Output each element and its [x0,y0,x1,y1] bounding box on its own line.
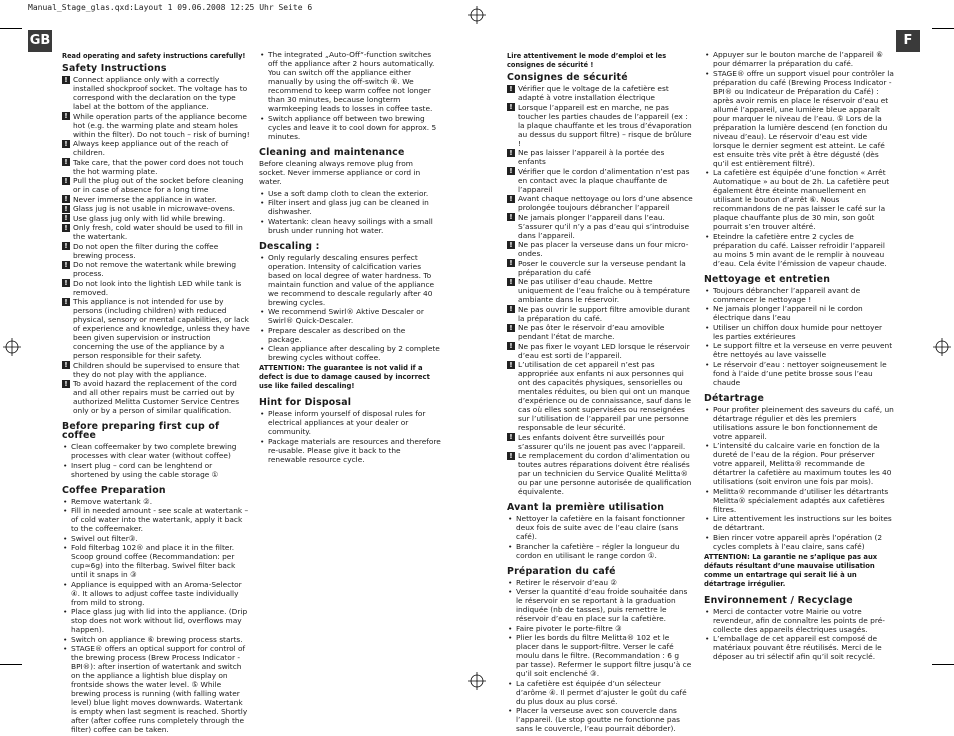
gb-clean-heading: Cleaning and maintenance [259,146,405,158]
fr-column-2 [704,50,894,663]
file-slug: Manual_Stage_glas.qxd:Layout 1 09.06.2008 12:25 Uhr Seite 6 [28,3,313,12]
safety-item-text: Do not look into the lightish LED while tank is removed. [73,278,242,297]
safety-item-text: Ne pas fixer le voyant LED lorsque le réservoir d’eau est sorti de l’appareil. [518,341,690,360]
list-item: • We recommend Swirl® Aktive Descaler or Swirl® Quick-Descaler. [259,307,441,325]
list-item: • Filter insert and glass jug can be cleaned in dishwasher. [259,198,441,216]
safety-item-text: Only fresh, cold water should be used to fill in the watertank. [73,223,243,241]
list-item: • Le support filtre et la verseuse en verre peuvent être nettoyés au lave vaisselle [704,341,894,359]
safety-item-text: Ne pas placer la verseuse dans un four micro-ondes. [518,240,689,258]
gb-disposal-heading: Hint for Disposal [259,397,352,408]
safety-item-text: This appliance is not intended for use by persons (including children) with reduced physical, sensory or mental capabilities, or lack of experience and knowledge, unless they have been given supervision or instruction concerning the use of the appliance by a person responsible for their safety. [73,297,250,360]
list-item: • Bien rincer votre appareil après l’opération (2 cycles complets à l’eau claire, sans café) [704,533,894,551]
list-item: • Lire attentivement les instructions sur les boites de détartrant. [704,514,894,532]
list-item: • STAGE® offers an optical support for control of the brewing process (Brew Process Indicator - BPI®): after insertion of watertank and switch on the appliance a lightish blue display on frontside shows the water level. ⑤ While brewing process is running (with falling water level) blue light moves downwards. Watertank is empty when last segment is reached. Shortly after (after coffee runs completely through the filter) coffee can be taken. [62,644,250,734]
safety-item-text: Vérifier que le voltage de la cafetière est adapté à votre installation électrique [518,84,669,102]
fr-intro: Lire attentivement le mode d’emploi et les consignes de sécurité ! [507,52,667,69]
registration-mark-icon [933,338,951,356]
safety-item [62,223,250,241]
warning-icon: ! [507,342,515,350]
warning-icon: ! [62,195,70,203]
safety-item [507,84,693,102]
warning-icon: ! [62,205,70,213]
safety-item [507,167,693,194]
registration-mark-icon [468,6,486,24]
safety-item-text: Poser le couvercle sur la verseuse pendant la préparation du café [518,258,686,277]
fr-before-list [507,514,693,560]
safety-item [507,277,693,304]
safety-item [62,176,250,194]
fr-clean-heading: Nettoyage et entretien [704,273,831,285]
list-item: • The integrated „Auto-Off“-function switches off the appliance after 2 hours automatically. You can switch off the appliance either manually by using the off-switch ⑥. We recommend to keep warm coffee not longer than 30 minutes, because longterm warmkeeping leads to losses in coffee taste. [259,50,441,113]
gb-clean-list [259,189,441,235]
safety-item [62,361,250,379]
gb-safety-list [62,75,250,415]
gb-safety-heading: Safety Instructions [62,63,167,74]
safety-item [62,112,250,139]
list-item: • Prepare descaler as described on the package. [259,326,441,344]
warning-icon: ! [62,177,70,185]
safety-item [507,323,693,341]
safety-item-text: To avoid hazard the replacement of the cord and all other repairs must be carried out by authorized Melitta Customer Service Centres only or by a person of similar qualification. [73,379,240,415]
list-item: • Clean appliance after descaling by 2 complete brewing cycles without coffee. [259,344,441,362]
warning-icon: ! [507,85,515,93]
safety-item-text: Pull the plug out of the socket before cleaning or in case of absence for a long time [73,176,244,194]
safety-item [507,305,693,323]
list-item: • Toujours débrancher l’appareil avant de commencer le nettoyage ! [704,286,894,304]
list-item: • Swivel out filter③. [62,534,250,543]
safety-item-text: Ne jamais plonger l’appareil dans l’eau. S’assurer qu’il n’y a pas d’eau qui s’introduise dans l’appareil. [518,212,689,240]
list-item: • Le réservoir d’eau : nettoyer soigneusement le fond à l’aide d’une petite brosse sous l’eau chaude [704,360,894,387]
safety-item-text: Connect appliance only with a correctly installed shockproof socket. The voltage has to correspond with the declaration on the type label at the bottom of the appliance. [73,75,248,111]
warning-icon: ! [507,278,515,286]
warning-icon: ! [507,361,515,369]
list-item: • Watertank: clean heavy soilings with a small brush under running hot water. [259,217,441,235]
safety-item [62,75,250,111]
list-item: • Switch appliance off between two brewing cycles and leave it to cool down for approx. 5 minutes. [259,114,441,141]
safety-item [507,213,693,240]
warning-icon: ! [507,195,515,203]
list-item: • L’intensité du calcaire varie en fonction de la dureté de l’eau de la région. Pour préserver votre appareil, Melitta® recommande de détartrer la cafetière au maximum toutes les 40 utilisations (soit environ une fois par mois). [704,441,894,486]
safety-item [62,297,250,360]
warning-icon: ! [507,167,515,175]
safety-item-text: Avant chaque nettoyage ou lors d’une absence prolongée toujours débrancher l’appareil [518,194,693,212]
warning-icon: ! [62,261,70,269]
language-tab-gb: GB [28,30,52,52]
list-item: • Fold filterbag 102® and place it in the filter. Scoop ground coffee (Recommandation: per cup≈6g) into the filterbag. Swivel filter back until it snaps in ③ [62,543,250,579]
list-item: • Pour profiter pleinement des saveurs du café, un détartrage régulier et dès les premiers utilisations assure le bon fonctionnement de votre appareil. [704,405,894,441]
safety-item [62,204,250,213]
safety-item-text: Use glass jug only with lid while brewing. [73,213,226,223]
fr-before-heading: Avant la première utilisation [507,502,665,513]
warning-icon: ! [507,433,515,441]
safety-item-text: Lorsque l’appareil est en marche, ne pas toucher les parties chaudes de l’appareil (ex : la plaque chauffante et les trous d’évaporation au dessus du support filtre) – risque de brûlure ! [518,102,692,148]
fr-attention: ATTENTION: La garantie ne s’aplique pas aux défauts résultant d’une mauvaise utilisation comme un entartrage qui serait lié à un détartrage irrégulier. [704,552,878,588]
warning-icon: ! [62,140,70,148]
safety-item [62,260,250,278]
safety-item-text: Ne pas ouvrir le support filtre amovible durant la préparation du café. [518,304,690,323]
gb-before-list [62,442,250,479]
fr-safety-list [507,84,693,496]
safety-item [507,451,693,496]
crop-mark [932,28,954,29]
safety-item [62,279,250,297]
list-item: • Brancher la cafetière – régler la longueur du cordon en utilisant le range cordon ①. [507,542,693,560]
list-item: • Melitta® recommande d’utiliser les détartrants Melitta® spécialement adaptés aux cafetières filtres. [704,487,894,514]
safety-item [62,214,250,223]
safety-item-text: Ne pas utiliser d’eau chaude. Mettre uniquement de l’eau fraîche ou à température ambiante dans le réservoir. [518,277,690,304]
fr-column-1 [507,50,693,735]
warning-icon: ! [62,279,70,287]
warning-icon: ! [507,259,515,267]
warning-icon: ! [507,103,515,111]
fr-safety-heading: Consignes de sécurité [507,72,628,83]
safety-item-text: While operation parts of the appliance become hot (e.g. the warming plate and steam holes within the filter). Do not touch – risk of burning! [73,111,250,139]
safety-item [507,259,693,277]
gb-descaling-heading: Descaling : [259,240,320,252]
fr-clean-list [704,286,894,387]
safety-item [507,433,693,451]
list-item: • Clean coffeemaker by two complete brewing processes with clear water (without coffee) [62,442,250,460]
registration-mark-icon [468,672,486,690]
list-item: • Insert plug – cord can be lenghtend or shortened by using the cable storage ① [62,461,250,479]
safety-item [507,240,693,258]
safety-item [62,195,250,204]
list-item: • Place glass jug with lid into the appliance. (Drip stop does not work without lid, overflows may happen). [62,607,250,634]
list-item: • Eteindre la cafetière entre 2 cycles de préparation du café. Laisser refroidir l’appareil au moins 5 min avant de le remplir à nouveau d’eau. Cela évite l’émission de vapeur chaude. [704,232,894,268]
list-item: • La cafetière est équipée d’un sélecteur d’arôme ④. Il permet d’ajuster le goût du café du plus doux au plus corsé. [507,679,693,706]
safety-item-text: Le remplacement du cordon d’alimentation ou toutes autres réparations doivent être réalisés par un technicien du Service Qualité Melitta® ou par une personne autorisée de qualification équivalente. [518,451,692,496]
crop-mark [0,28,22,29]
warning-icon: ! [507,452,515,460]
list-item: • Retirer le réservoir d’eau ② [507,578,693,587]
safety-item [507,360,693,432]
list-item: • Faire pivoter le porte-filtre ③ [507,624,693,633]
gb-prep-heading: Coffee Preparation [62,484,166,496]
safety-item [507,103,693,148]
gb-descaling-list [259,253,441,363]
list-item: • Ne jamais plonger l’appareil ni le cordon électrique dans l’eau [704,304,894,322]
safety-item-text: Les enfants doivent être surveillés pour s’assurer qu’ils ne jouent pas avec l’appareil. [518,432,686,451]
fr-disposal-list [704,607,894,662]
gb-column-1 [62,50,250,736]
safety-item [62,379,250,415]
gb-before-heading: Before preparing first cup of coffee [62,421,220,441]
safety-item [62,242,250,260]
list-item: • Only regularly descaling ensures perfect operation. Intensity of calcification varies based on local degree of water hardness. To maintain function and value of the appliance we recommend to descale regularly after 40 brewing cycles. [259,253,441,307]
fr-descaling-heading: Détartrage [704,392,765,404]
list-item: • Appuyer sur le bouton marche de l’appareil ⑥ pour démarrer la préparation du café. [704,50,894,68]
safety-item-text: Do not open the filter during the coffee brewing process. [73,241,219,260]
list-item: • Plier les bords du filtre Melitta® 102 et le placer dans le support-filtre. Verser le café moulu dans le filtre. (Recommandation : 6 g par tasse). Refermer le support filtre jusqu’à ce qu’il soit enclenché ③. [507,633,693,678]
warning-icon: ! [507,213,515,221]
fr-prep-list [507,578,693,734]
warning-icon: ! [62,112,70,120]
safety-item-text: L’utilisation de cet appareil n’est pas appropriée aux enfants ni aux personnes qui ont des capacités physiques, sensorielles ou mentales réduites, ou bien qui ont un manque d’expérience ou de connaissance, sauf dans le cas où elles sont supervisées ou renseignées sur l’utilisation de l’appareil par une personne responsable de leur sécurité. [518,360,691,432]
crop-mark [932,664,954,665]
gb-intro: Read operating and safety instructions carefully! [62,52,246,60]
list-item: • Appliance is equipped with an Aroma-Selector ④. It allows to adjust coffee taste individually from mild to strong. [62,580,250,607]
safety-item-text: Children should be supervised to ensure that they do not play with the appliance. [73,360,240,379]
fr-col2-list [704,50,894,268]
safety-item [62,158,250,176]
safety-item-text: Take care, that the power cord does not touch the hot warming plate. [73,157,244,176]
list-item: • Remove watertank ②. [62,497,250,506]
fr-disposal-heading: Environnement / Recyclage [704,594,853,606]
list-item: • Fill in needed amount - see scale at watertank – of cold water into the watertank, apply it back to the coffeemaker. [62,506,250,533]
safety-item-text: Do not remove the watertank while brewing process. [73,260,237,278]
list-item: • Placer la verseuse avec son couvercle dans l’appareil. (Le stop goutte ne fonctionne pas sans le couvercle, l’eau pourrait déborder). [507,706,693,733]
warning-icon: ! [62,158,70,166]
warning-icon: ! [62,361,70,369]
registration-mark-icon [3,338,21,356]
warning-icon: ! [62,224,70,232]
safety-item-text: Vérifier que le cordon d’alimentation n’est pas en contact avec la plaque chauffante de l’appareil [518,166,690,194]
list-item: • Use a soft damp cloth to clean the exterior. [259,189,441,198]
gb-prep-list [62,497,250,735]
warning-icon: ! [62,380,70,388]
warning-icon: ! [62,214,70,222]
warning-icon: ! [507,149,515,157]
gb-clean-intro: Before cleaning always remove plug from socket. Never immerse appliance or cord in water. [259,158,421,186]
list-item: • STAGE® offre un support visuel pour contrôler la préparation du café (Brewing Process Indicator - BPI® ou Indicateur de Préparation du Café) : après avoir remis en place le réservoir d’eau et allumé l’appareil, une lumière bleue apparaît pour marquer le niveau de l’eau. ⑤ Lors de la préparation la lumière descend (en fonction du niveau d’eau). Le réservoir d’eau est vide lorsque le dernier segment est atteint. Le café est ensuite très vite prêt à être dégusté (dès qu’il est entièrement filtré). [704,69,894,168]
safety-item [62,139,250,157]
crop-mark [0,664,22,665]
gb-column-2 [259,50,441,466]
gb-attention: ATTENTION: The guarantee is not valid if a defect is due to damage caused by incorrect use like failed descaling! [259,364,430,390]
safety-item-text: Never immerse the appliance in water. [73,194,217,204]
warning-icon: ! [507,324,515,332]
safety-item [507,194,693,212]
safety-item-text: Ne pas laisser l’appareil à la portée des enfants [518,148,665,166]
list-item: • Switch on appliance ⑥ brewing process starts. [62,635,250,644]
list-item: • Utiliser un chiffon doux humide pour nettoyer les parties extérieures [704,323,894,341]
safety-item [507,342,693,360]
list-item: • Merci de contacter votre Mairie ou votre revendeur, afin de connaître les points de pré-collecte des appareils électriques usagés. [704,607,894,634]
list-item: • Package materials are resources and therefore re-usable. Please give it back to the renewable resource cycle. [259,437,441,464]
warning-icon: ! [62,76,70,84]
warning-icon: ! [507,241,515,249]
warning-icon: ! [62,242,70,250]
warning-icon: ! [62,298,70,306]
list-item: • Nettoyer la cafetière en la faisant fonctionner deux fois de suite avec de l’eau claire (sans café). [507,514,693,541]
list-item: • Verser la quantité d’eau froide souhaitée dans le réservoir en se reportant à la graduation indiquée (nb de tasses), puis remettre le réservoir d’eau en place sur la cafetière. [507,587,693,623]
list-item: • Please inform yourself of disposal rules for electrical appliances at your dealer or community. [259,409,441,436]
safety-item-text: Ne pas ôter le réservoir d’eau amovible pendant l’état de marche. [518,323,665,341]
safety-item [507,148,693,166]
list-item: • L’emballage de cet appareil est composé de matériaux pouvant être réutilisés. Merci de le déposer au tri sélectif afin qu’il soit recyclé. [704,634,894,661]
fr-prep-heading: Préparation du café [507,565,616,577]
language-tab-f: F [896,30,920,52]
list-item: • La cafetière est équipée d’une fonction « Arrêt Automatique » au bout de 2h. La cafetière peut également être éteinte manuellement en utilisant le bouton d’arrêt ⑥. Nous recommandons de ne pas laisser le café sur la plaque chauffante plus de 30 min, son goût pourrait s’en trouver altéré. [704,168,894,231]
gb-disposal-list [259,409,441,464]
fr-descaling-list [704,405,894,551]
safety-item-text: Always keep appliance out of the reach of children. [73,139,229,157]
gb-col2-list [259,50,441,141]
safety-item-text: Glass jug is not usable in microwave-ovens. [73,204,235,213]
warning-icon: ! [507,305,515,313]
